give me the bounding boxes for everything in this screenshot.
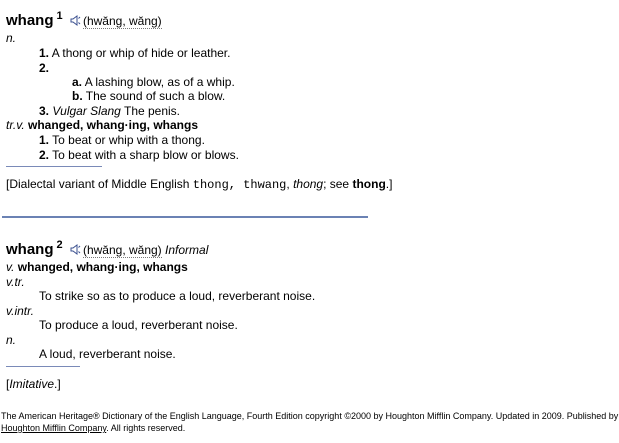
etymology-1 (6, 177, 392, 192)
pronunciation-2[interactable]: (hwăng, wăng) (82, 243, 162, 257)
pos-noun: n. (6, 31, 17, 45)
pos-transitive-verb: tr.v. (6, 118, 25, 132)
etymology-words: thong, thwang (192, 178, 287, 192)
etymology-sep: , (286, 177, 294, 191)
inflected-forms: whanged, whang·ing, whangs (17, 260, 188, 274)
etymology-word: Imitative (9, 377, 55, 391)
sense-n2b (72, 89, 225, 103)
pronunciation-1[interactable]: (hwăng, wăng) (82, 14, 162, 28)
sense-text: To beat with a sharp blow or blows. (52, 148, 239, 162)
speaker-icon[interactable] (70, 244, 81, 255)
sense-number: 2. (39, 148, 50, 162)
pos-vtr: v.tr. (6, 275, 25, 289)
sense-n3 (39, 104, 180, 118)
sense-v2 (39, 148, 239, 162)
sense-text: The sound of such a blow. (85, 89, 226, 103)
etymology-text: [Dialectal variant of Middle English (6, 177, 193, 191)
sense-n2a (72, 75, 235, 89)
usage-label: Vulgar Slang (52, 104, 121, 118)
sense-text: A thong or whip of hide or leather. (51, 46, 231, 60)
homograph-1: 1 (56, 10, 63, 22)
copyright-text: . All rights reserved. (106, 423, 186, 433)
entry-separator (2, 216, 368, 218)
sense-vtr: To strike so as to produce a loud, reverberant noise. (39, 289, 316, 303)
sense-n1 (39, 46, 230, 60)
divider-short (6, 166, 102, 167)
headword-2: whang (6, 241, 54, 258)
usage-label: Informal (165, 243, 209, 257)
speaker-icon[interactable] (70, 15, 81, 26)
sense-text: A lashing blow, as of a whip. (84, 75, 235, 89)
sense-noun-2: A loud, reverberant noise. (39, 347, 176, 361)
sense-number: 1. (39, 46, 50, 60)
sense-letter: a. (72, 75, 83, 89)
etymology-gloss: thong (293, 177, 324, 191)
entry-1-header (6, 12, 162, 30)
pos-vintr: v.intr. (6, 304, 35, 318)
pos-verb: v. (6, 260, 15, 274)
divider-short-2 (6, 366, 80, 367)
etymology-text: [ (6, 377, 10, 391)
pos-noun-2: n. (6, 333, 17, 347)
sense-text: To beat or whip with a thong. (52, 133, 205, 147)
verb-forms-line-2 (6, 260, 188, 274)
etymology-text: .] (385, 177, 393, 191)
sense-n2-number: 2. (39, 61, 50, 75)
publisher-link[interactable]: Houghton Mifflin Company (1, 423, 107, 433)
copyright-line-2 (1, 422, 185, 434)
etymology-text: ; see (323, 177, 353, 191)
inflected-forms: whanged, whang·ing, whangs (28, 118, 199, 132)
copyright-line-1: The American Heritage® Dictionary of the English Language, Fourth Edition copyright ©2000 by Houghton Mifflin Company. Updated in 2009. Published by (1, 411, 619, 421)
sense-v1 (39, 133, 205, 147)
verb-forms-line (6, 118, 198, 132)
sense-letter: b. (72, 89, 83, 103)
entry-2-header (6, 241, 208, 259)
sense-number: 3. (39, 104, 50, 118)
homograph-2: 2 (56, 239, 63, 251)
sense-text: The penis. (123, 104, 181, 118)
etymology-text: .] (54, 377, 61, 391)
etymology-2 (6, 377, 61, 391)
cross-reference[interactable]: thong (352, 177, 386, 191)
headword-1: whang (6, 12, 54, 29)
sense-vintr: To produce a loud, reverberant noise. (39, 318, 238, 332)
sense-number: 1. (39, 133, 50, 147)
